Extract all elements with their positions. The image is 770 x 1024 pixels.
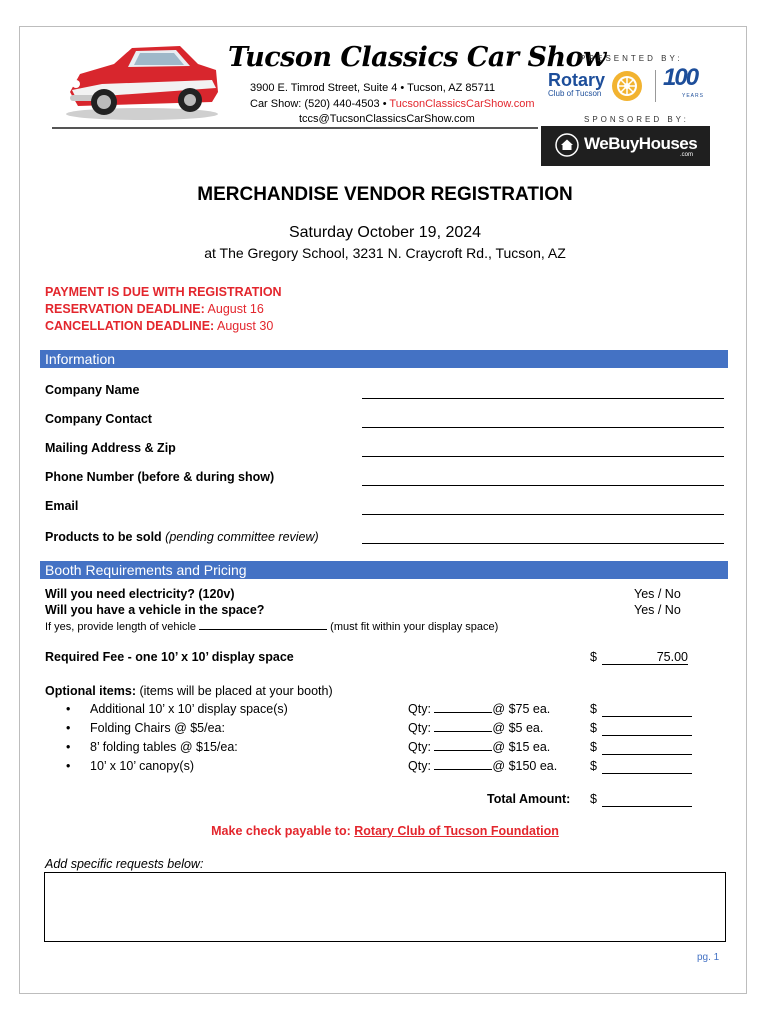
payable-prefix: Make check payable to: xyxy=(211,824,355,838)
optional-item-qty xyxy=(408,702,550,716)
field-label-email: Email xyxy=(45,499,79,513)
qty-suffix: @ $5 ea. xyxy=(492,721,544,735)
optional-item-currency: $ xyxy=(590,740,597,754)
optional-item-qty xyxy=(408,721,543,735)
total-amount-label: Total Amount: xyxy=(487,792,571,806)
optional-item: • 10’ x 10’ canopy(s) xyxy=(66,759,194,773)
event-venue: at The Gregory School, 3231 N. Craycroft Rd., Tucson, AZ xyxy=(204,245,566,261)
document-title: MERCHANDISE VENDOR REGISTRATION xyxy=(197,184,573,205)
booth-heading: Booth Requirements and Pricing xyxy=(40,561,728,579)
information-heading: Information xyxy=(40,350,728,368)
field-label-company-contact: Company Contact xyxy=(45,412,152,426)
field-label-phone: Phone Number (before & during show) xyxy=(45,470,275,484)
optional-item-amount-field[interactable] xyxy=(602,716,692,717)
optional-item-amount-field[interactable] xyxy=(602,773,692,774)
cancellation-label: CANCELLATION DEADLINE: xyxy=(45,319,215,333)
optional-item-amount-field[interactable] xyxy=(602,735,692,736)
classic-car-image xyxy=(62,40,222,122)
page-frame xyxy=(19,26,747,994)
qty-prefix: Qty: xyxy=(408,759,435,773)
total-currency: $ xyxy=(590,792,597,806)
vehicle-length-suffix: (must fit within your display space) xyxy=(327,621,499,633)
phone-field[interactable] xyxy=(362,485,724,486)
optional-note: (items will be placed at your booth) xyxy=(135,684,333,698)
phone-text: Car Show: (520) 440-4503 • xyxy=(250,98,390,110)
products-note: (pending committee review) xyxy=(165,530,319,544)
field-label-mailing-address: Mailing Address & Zip xyxy=(45,441,176,455)
vehicle-length-line xyxy=(45,620,498,633)
qty-suffix: @ $15 ea. xyxy=(492,740,551,754)
phone-line xyxy=(250,98,535,110)
sponsor-suffix: .com xyxy=(680,152,694,158)
reservation-date: August 16 xyxy=(204,302,264,316)
optional-item-currency: $ xyxy=(590,702,597,716)
products-field[interactable] xyxy=(362,543,724,544)
email-field[interactable] xyxy=(362,514,724,515)
house-icon xyxy=(555,133,579,157)
mailing-address-field[interactable] xyxy=(362,456,724,457)
qty-prefix: Qty: xyxy=(408,702,435,716)
electricity-question: Will you need electricity? (120v) xyxy=(45,587,235,601)
optional-item: • Folding Chairs @ $5/ea: xyxy=(66,721,225,735)
qty-field[interactable] xyxy=(434,702,492,713)
qty-field[interactable] xyxy=(434,721,492,732)
qty-prefix: Qty: xyxy=(408,740,435,754)
optional-item-label: 10’ x 10’ canopy(s) xyxy=(90,759,194,773)
qty-field[interactable] xyxy=(434,740,492,751)
required-fee-label: Required Fee - one 10’ x 10’ display space xyxy=(45,650,294,664)
optional-label: Optional items: xyxy=(45,684,136,698)
optional-item-currency: $ xyxy=(590,721,597,735)
header-rule xyxy=(52,127,538,129)
sponsored-by-label: SPONSORED BY: xyxy=(584,115,689,124)
cancellation-deadline xyxy=(45,319,273,333)
vehicle-question: Will you have a vehicle in the space? xyxy=(45,603,265,617)
rotary-name: Rotary xyxy=(548,70,606,90)
email-line[interactable]: tccs@TucsonClassicsCarShow.com xyxy=(299,113,475,125)
optional-item: • Additional 10’ x 10’ display space(s) xyxy=(66,702,288,716)
rotary-wheel-icon xyxy=(610,69,644,103)
required-fee-currency: $ xyxy=(590,650,597,664)
qty-suffix: @ $75 ea. xyxy=(492,702,551,716)
centennial-years: YEARS xyxy=(682,93,704,99)
rotary-sub: Club of Tucson xyxy=(548,89,602,98)
requests-textarea[interactable] xyxy=(44,872,726,942)
products-label: Products to be sold xyxy=(45,530,166,544)
sponsor-name: WeBuyHouses xyxy=(584,134,698,153)
qty-suffix: @ $150 ea. xyxy=(492,759,558,773)
payment-notice: PAYMENT IS DUE WITH REGISTRATION xyxy=(45,285,282,299)
reservation-deadline xyxy=(45,302,264,316)
qty-field[interactable] xyxy=(434,759,492,770)
reservation-label: RESERVATION DEADLINE: xyxy=(45,302,205,316)
vehicle-length-field[interactable] xyxy=(199,620,327,630)
qty-prefix: Qty: xyxy=(408,721,435,735)
required-fee-amount: 75.00 xyxy=(602,650,688,665)
vehicle-yes-no[interactable]: Yes / No xyxy=(634,603,681,617)
company-name-field[interactable] xyxy=(362,398,724,399)
optional-item-label: 8’ folding tables @ $15/ea: xyxy=(90,740,238,754)
cancellation-date: August 30 xyxy=(214,319,274,333)
page-number: pg. 1 xyxy=(697,952,720,963)
field-label-company-name: Company Name xyxy=(45,383,140,397)
optional-item-qty xyxy=(408,759,557,773)
optional-items-heading xyxy=(45,684,333,698)
optional-item-qty xyxy=(408,740,550,754)
show-title: Tucson Classics Car Show xyxy=(228,42,606,73)
website-link[interactable]: TucsonClassicsCarShow.com xyxy=(389,98,535,110)
presented-by-label: PRESENTED BY: xyxy=(580,54,683,63)
company-contact-field[interactable] xyxy=(362,427,724,428)
logo-divider xyxy=(655,70,656,102)
vehicle-length-prefix: If yes, provide length of vehicle xyxy=(45,621,200,633)
address-line: 3900 E. Timrod Street, Suite 4 • Tucson, AZ 85711 xyxy=(250,82,496,94)
centennial-logo: 100 xyxy=(663,64,698,91)
field-label-products xyxy=(45,530,319,544)
payable-to: Rotary Club of Tucson Foundation xyxy=(354,824,559,838)
optional-item-currency: $ xyxy=(590,759,597,773)
requests-label: Add specific requests below: xyxy=(45,857,204,871)
total-amount-field[interactable] xyxy=(602,806,692,807)
electricity-yes-no[interactable]: Yes / No xyxy=(634,587,681,601)
optional-item: • 8’ folding tables @ $15/ea: xyxy=(66,740,238,754)
optional-item-label: Folding Chairs @ $5/ea: xyxy=(90,721,225,735)
optional-item-label: Additional 10’ x 10’ display space(s) xyxy=(90,702,288,716)
rotary-logo xyxy=(548,70,605,98)
optional-item-amount-field[interactable] xyxy=(602,754,692,755)
event-date: Saturday October 19, 2024 xyxy=(288,224,482,241)
payable-line xyxy=(0,824,770,838)
